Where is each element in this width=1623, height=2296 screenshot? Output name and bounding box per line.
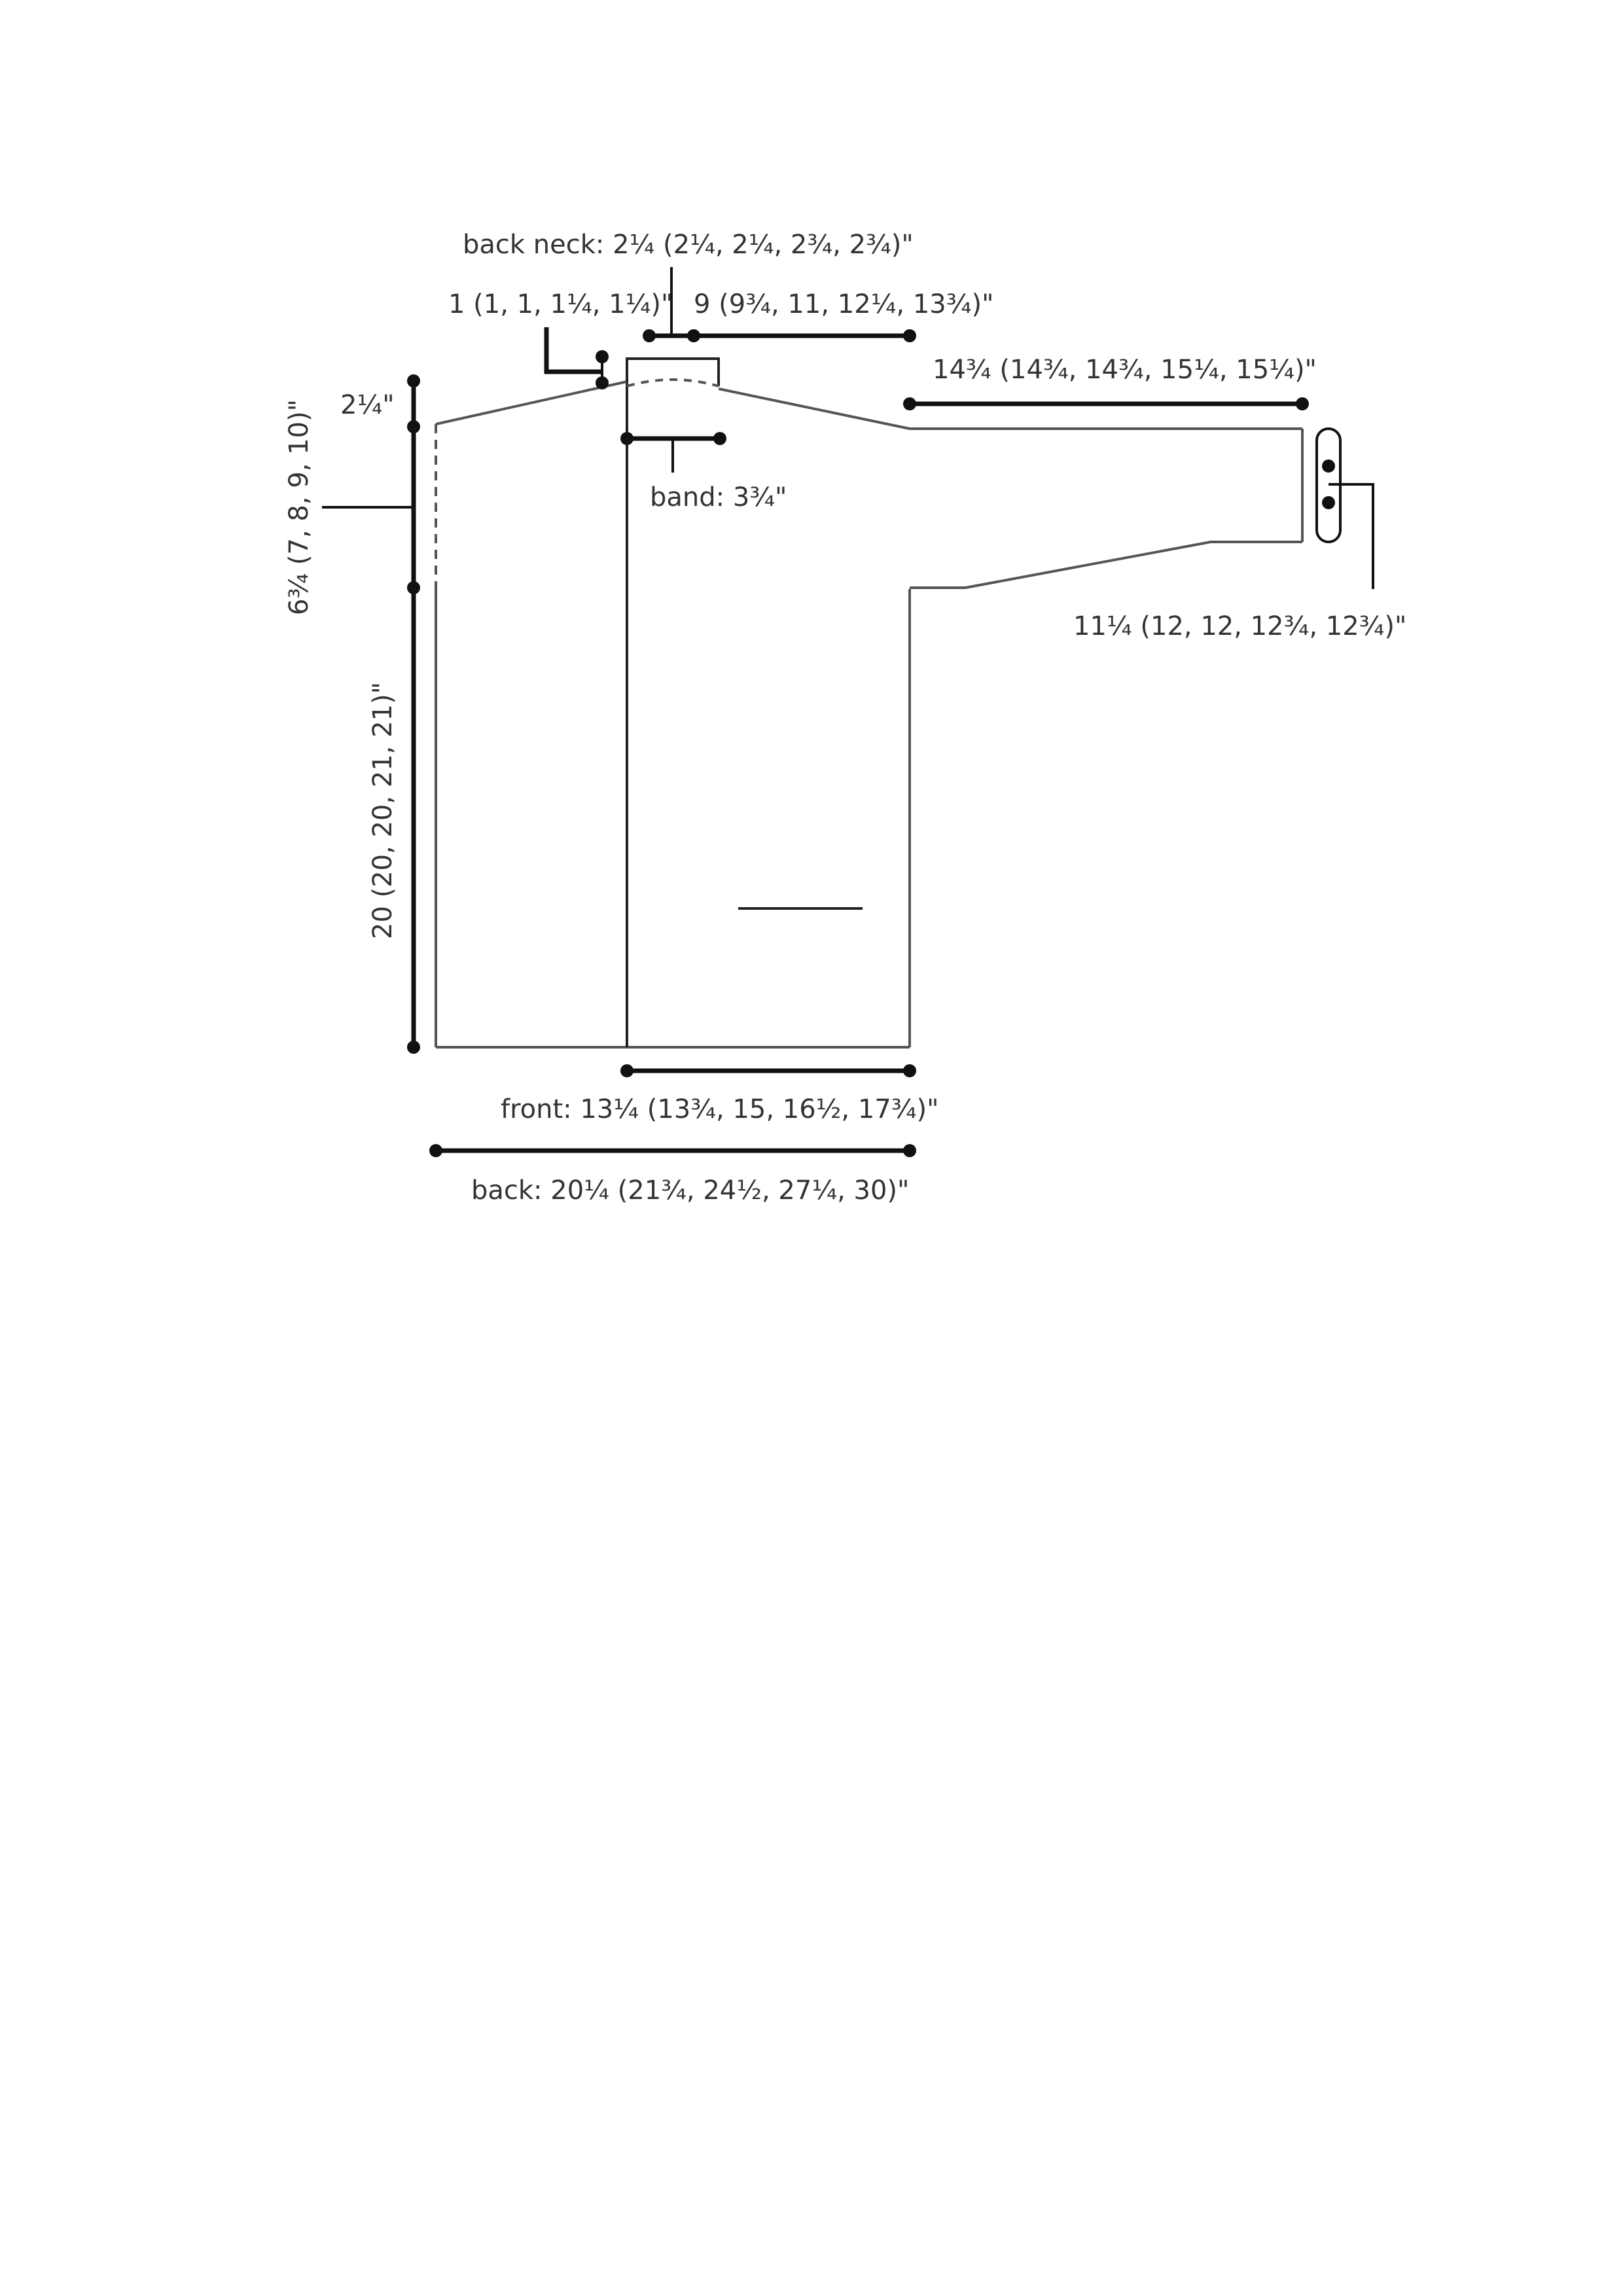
dot-left-collar (407, 420, 420, 433)
dot-sleeve-left (903, 397, 916, 410)
label-shoulder-drop: 1 (1, 1, 1¼, 1¼)" (448, 289, 673, 319)
dot-sleeve-right (1296, 397, 1309, 410)
dot-cuff-bottom (1322, 496, 1335, 509)
shoulder-drop-bracket (546, 327, 602, 372)
dot-band-right (713, 432, 726, 445)
label-body-length: 20 (20, 20, 21, 21)" (368, 681, 398, 939)
dot-shoulder-drop-top (596, 350, 609, 363)
label-back-neck: back neck: 2¼ (2¼, 2¼, 2¾, 2¾)" (463, 230, 914, 260)
label-band: band: 3¾" (650, 482, 787, 512)
label-shoulder-width: 9 (9¾, 11, 12¼, 13¾)" (694, 289, 994, 319)
dot-cuff-top (1322, 459, 1335, 473)
dot-front-right (903, 1064, 916, 1077)
dot-shoulder-width-mid (687, 329, 700, 342)
dot-back-right (903, 1144, 916, 1157)
shoulder-line-right (719, 389, 910, 429)
label-sleeve-length: 14¾ (14¾, 14¾, 15¼, 15¼)" (933, 355, 1317, 385)
cuff-leader (1329, 484, 1373, 589)
label-cuff-width: 11¼ (12, 12, 12¾, 12¾)" (1073, 611, 1407, 641)
dimension-lines (322, 267, 1373, 1157)
dot-shoulder-width-right (903, 329, 916, 342)
garment-outline (436, 359, 1302, 1047)
neckline-dashed (627, 380, 719, 386)
dot-back-left (429, 1144, 442, 1157)
label-collar-height: 2¼" (340, 390, 395, 420)
sleeve-underside (910, 542, 1302, 588)
label-armhole-depth: 6¾ (7, 8, 9, 10)" (284, 399, 314, 615)
dot-left-top (407, 374, 420, 387)
dot-band-left (620, 432, 633, 445)
dimension-labels (284, 230, 1406, 1206)
dot-shoulder-width-left (643, 329, 656, 342)
dot-left-bottom (407, 1041, 420, 1054)
dot-left-armhole (407, 581, 420, 594)
label-back-width: back: 20¼ (21¾, 24½, 27¼, 30)" (471, 1175, 910, 1206)
dot-shoulder-drop-bottom (596, 376, 609, 389)
dot-front-left (620, 1064, 633, 1077)
label-front-width: front: 13¼ (13¾, 15, 16½, 17¾)" (501, 1094, 939, 1124)
